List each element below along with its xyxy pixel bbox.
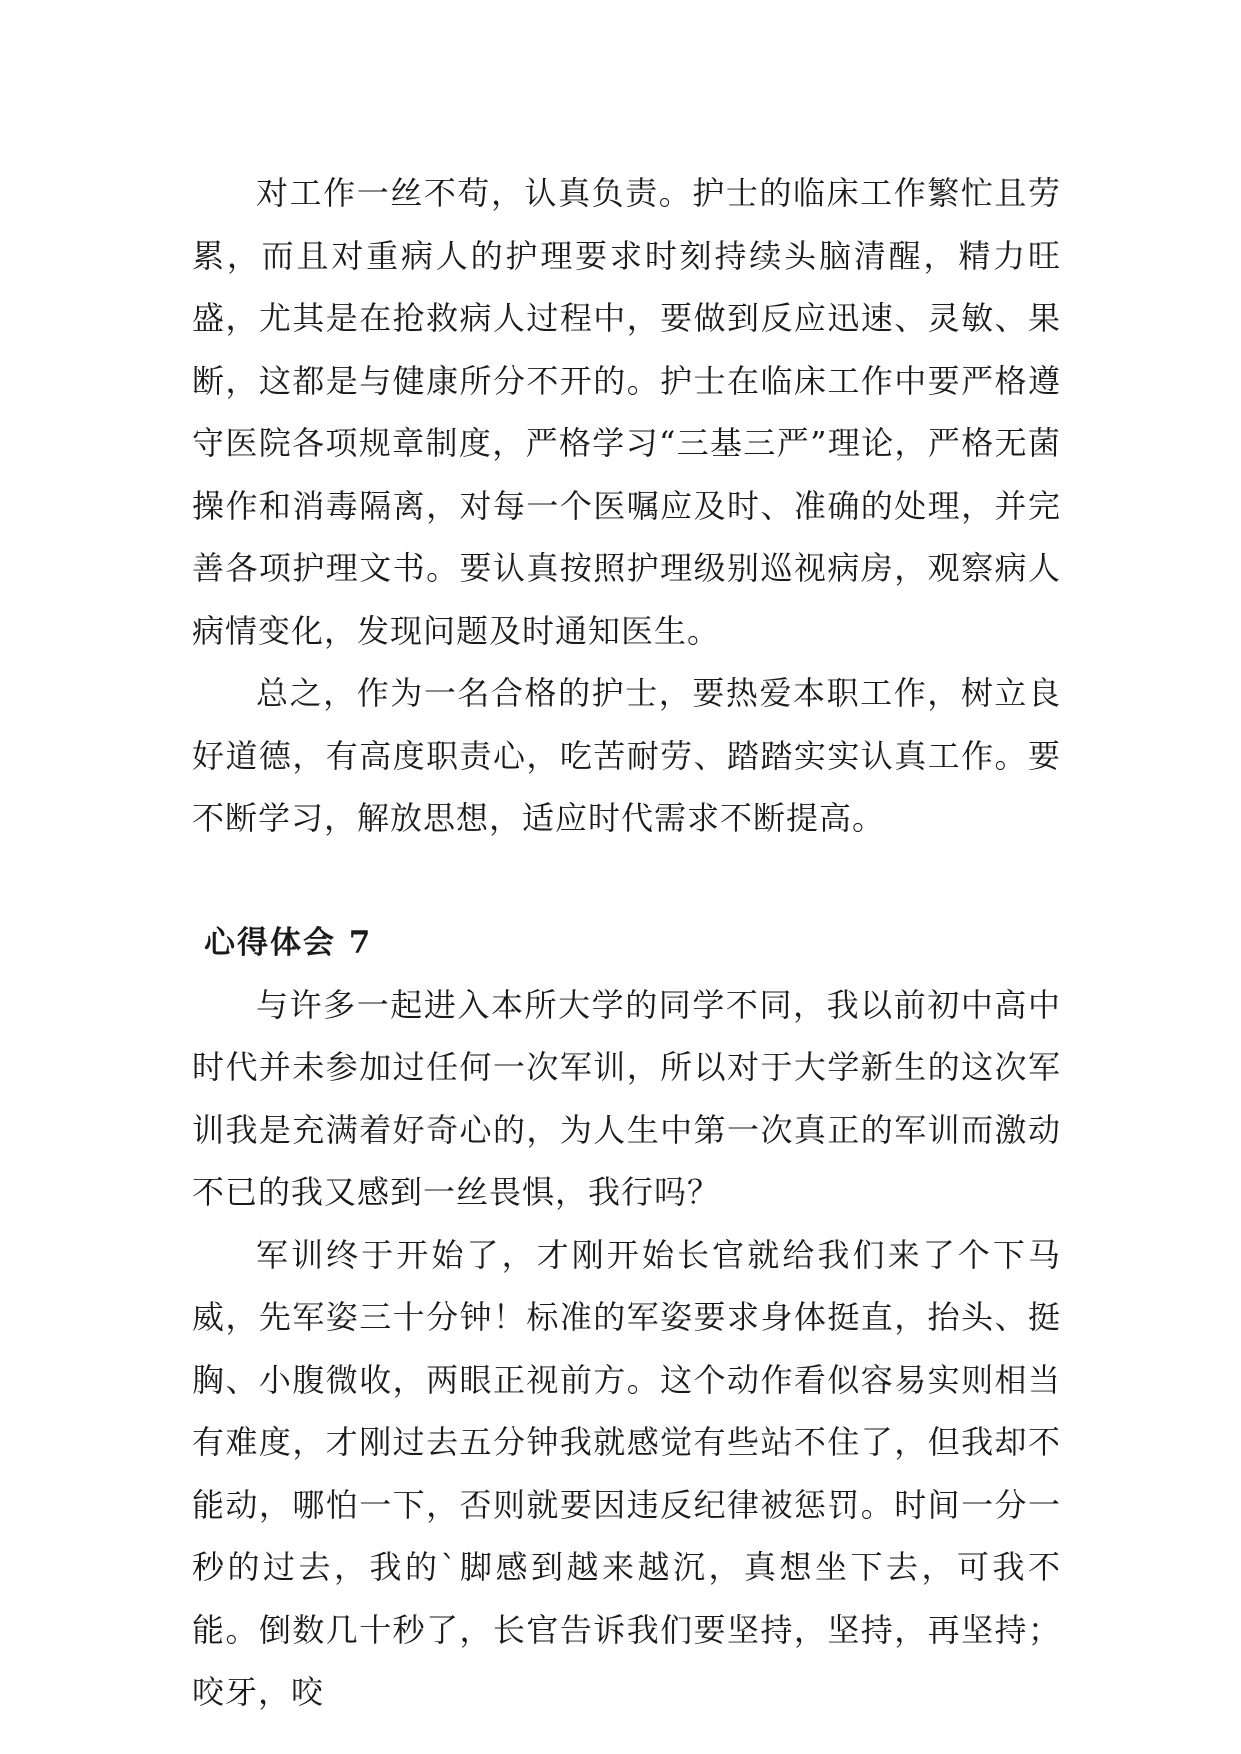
paragraph-military-posture: 军训终于开始了，才刚开始长官就给我们来了个下马威，先军姿三十分钟！标准的军姿要求身体挺直，抬头、挺胸、小腹微收，两眼正视前方。这个动作看似容易实则相当有难度，才刚过去五分钟我就感觉有些站不住了，但我却不能动，哪怕一下，否则就要因违反纪律被惩罚。时间一分一秒的过去，我的`脚感到越来越沉，真想坐下去，可我不能。倒数几十秒了，长官告诉我们要坚持，坚持，再坚持；咬牙，咬 [192, 1235, 1061, 1711]
paragraph-military-training-intro: 与许多一起进入本所大学的同学不同，我以前初中高中时代并未参加过任何一次军训，所以对于大学新生的这次军训我是充满着好奇心的，为人生中第一次真正的军训而激动不已的我又感到一丝畏惧，我行吗？ [192, 985, 1061, 1211]
paragraph-work-responsibility: 对工作一丝不苟，认真负责。护士的临床工作繁忙且劳累，而且对重病人的护理要求时刻持续头脑清醒，精力旺盛，尤其是在抢救病人过程中，要做到反应迅速、灵敏、果断，这都是与健康所分不开的。护士在临床工作中要严格遵守医院各项规章制度，严格学习“三基三严”理论，严格无菌操作和消毒隔离，对每一个医嘱应及时、准确的处理，并完善各项护理文书。要认真按照护理级别巡视病房，观察病人病情变化，发现问题及时通知医生。 [192, 174, 1061, 650]
paragraph-conclusion: 总之，作为一名合格的护士，要热爱本职工作，树立良好道德，有高度职责心，吃苦耐劳、踏踏实实认真工作。要不断学习，解放思想，适应时代需求不断提高。 [192, 674, 1061, 837]
section-heading: 心得体会 7 [204, 924, 373, 961]
